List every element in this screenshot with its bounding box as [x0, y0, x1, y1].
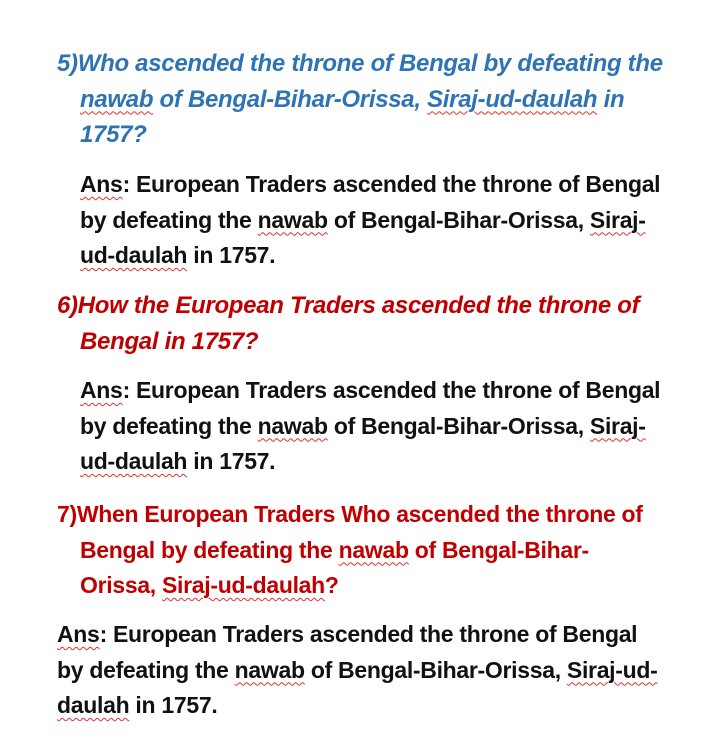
- question-7-line-1: 7)When European Traders Who ascended the throne of: [57, 501, 643, 527]
- answer-text: of Bengal-Bihar-Orissa,: [327, 206, 590, 233]
- answer-text: in 1757.: [187, 242, 276, 268]
- answer-7-line-2: [57, 653, 658, 689]
- spellcheck-word: ud-daulah: [80, 448, 188, 474]
- answer-6-line-2: [80, 409, 660, 445]
- answer-text: in 1757.: [129, 692, 218, 718]
- answer-5-line-2: [80, 203, 660, 239]
- spellcheck-word: Siraj-: [589, 412, 646, 439]
- spellcheck-word: Ans: [57, 621, 100, 647]
- spellcheck-word: daulah: [57, 692, 130, 718]
- question-7: [57, 497, 643, 604]
- question-5: [57, 46, 663, 153]
- question-5-line-3: 1757?: [80, 121, 147, 148]
- question-text: of Bengal-Bihar-Orissa,: [153, 85, 428, 113]
- question-7-line-2: [57, 533, 643, 569]
- answer-5: [80, 167, 660, 274]
- answer-text: of Bengal-Bihar-Orissa,: [327, 412, 590, 439]
- answer-6-line-1: [80, 373, 660, 409]
- spellcheck-word: nawab: [234, 656, 305, 683]
- spellcheck-word: nawab: [80, 85, 154, 113]
- spellcheck-word: Siraj-ud-: [566, 656, 658, 683]
- spellcheck-word: nawab: [257, 206, 328, 233]
- answer-6-line-3: [80, 444, 660, 480]
- question-7-line-3: [57, 568, 643, 604]
- question-5-line-1: 5)Who ascended the throne of Bengal by defeating the: [57, 50, 663, 77]
- answer-text: by defeating the: [80, 412, 258, 439]
- question-text: Orissa,: [80, 572, 162, 598]
- answer-7: [57, 617, 658, 724]
- spellcheck-word: nawab: [338, 536, 409, 563]
- question-text: Bengal by defeating the: [80, 536, 339, 563]
- question-text: ?: [324, 572, 339, 598]
- answer-text: in 1757.: [187, 448, 276, 474]
- spellcheck-word: ud-daulah: [80, 242, 188, 268]
- answer-text: by defeating the: [80, 206, 258, 233]
- answer-text: : European Traders ascended the throne of Bengal: [99, 621, 638, 647]
- spellcheck-word: Siraj-: [589, 206, 646, 233]
- answer-5-line-1: [80, 167, 660, 203]
- spellcheck-word: Siraj-ud-daulah: [427, 85, 598, 113]
- answer-text: : European Traders ascended the throne of Bengal: [122, 171, 661, 197]
- answer-text: : European Traders ascended the throne of Bengal: [122, 377, 661, 403]
- answer-text: of Bengal-Bihar-Orissa,: [304, 656, 567, 683]
- question-5-line-2: [57, 82, 663, 118]
- question-6: [57, 288, 639, 359]
- question-text: of Bengal-Bihar-: [408, 536, 589, 563]
- question-text: in: [597, 85, 625, 113]
- spellcheck-word: Ans: [80, 171, 123, 197]
- answer-7-line-1: [57, 617, 658, 653]
- spellcheck-word: Siraj-ud-daulah: [162, 572, 325, 598]
- spellcheck-word: Ans: [80, 377, 123, 403]
- answer-5-line-3: [80, 238, 660, 274]
- answer-7-line-3: [57, 688, 658, 724]
- question-6-line-2: Bengal in 1757?: [80, 327, 259, 355]
- answer-text: by defeating the: [57, 656, 235, 683]
- question-6-line-1: 6)How the European Traders ascended the throne of: [57, 292, 640, 319]
- answer-6: [80, 373, 660, 480]
- spellcheck-word: nawab: [257, 412, 328, 439]
